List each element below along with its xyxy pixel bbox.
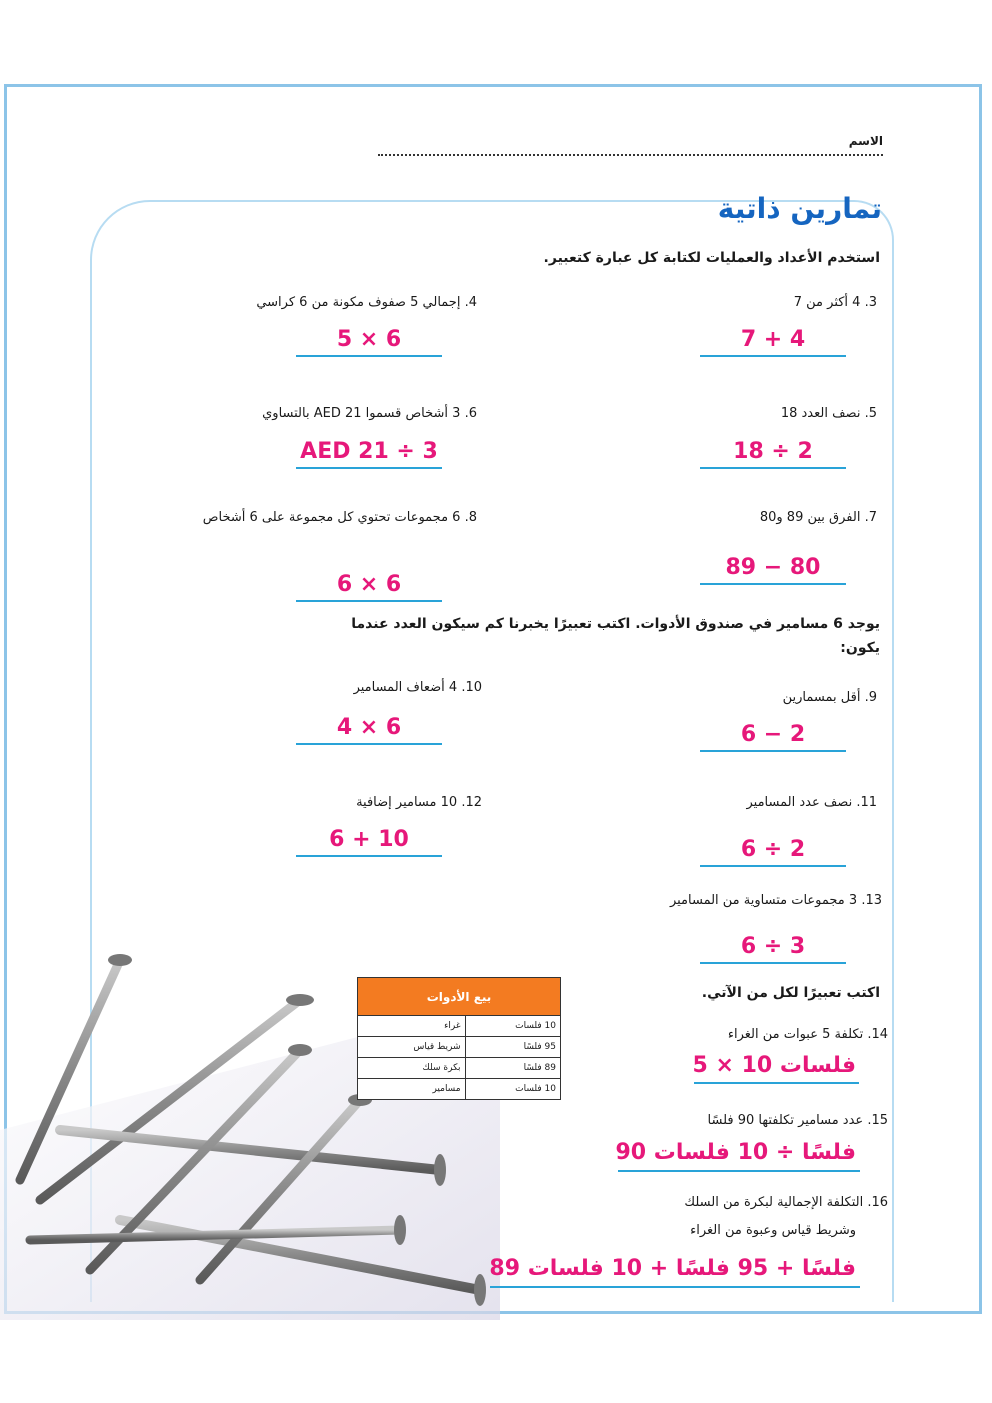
price-cell: 95 فلسًا	[465, 1037, 560, 1058]
problem-5: 5. نصف العدد 18	[780, 406, 877, 421]
tools-table-title: بيع الأدوات	[358, 978, 561, 1016]
instruction-3: اكتب تعبيرًا لكل من الآتي.	[701, 985, 880, 1001]
table-row	[358, 1058, 561, 1079]
problem-16-line-2: وشريط قياس وعبوة من الغراء	[690, 1223, 856, 1238]
table-row	[358, 1079, 561, 1100]
problem-9: 9. أقل بمسمارين	[782, 690, 877, 705]
instruction-1: استخدم الأعداد والعمليات لكتابة كل عبارة كتعبير.	[543, 250, 880, 266]
name-field[interactable]	[378, 154, 883, 156]
item-cell: مسامير	[358, 1079, 466, 1100]
answer-14: 5 × 10 فلسات	[692, 1053, 856, 1078]
problem-11: 11. نصف عدد المسامير	[746, 795, 877, 810]
problem-7: 7. الفرق بين 89 و80	[759, 510, 877, 525]
answer-11: 6 ÷ 2	[700, 835, 846, 867]
problem-8: 8. 6 مجموعات تحتوي كل مجموعة على 6 أشخاص	[202, 510, 477, 525]
answer-16: 89 فلسًا + 95 فلسًا + 10 فلسات	[489, 1256, 856, 1281]
price-cell: 89 فلسًا	[465, 1058, 560, 1079]
name-label: الاسم	[848, 134, 883, 148]
problem-13: 13. 3 مجموعات متساوية من المسامير	[669, 893, 882, 908]
problem-12: 12. 10 مسامير إضافية	[356, 795, 482, 810]
answer-9: 6 − 2	[700, 720, 846, 752]
problem-4: 4. إجمالي 5 صفوف مكونة من 6 كراسي	[256, 295, 477, 310]
problem-16-line-1: 16. التكلفة الإجمالية لبكرة من السلك	[684, 1195, 888, 1210]
answer-14-line	[694, 1082, 859, 1084]
answer-12: 6 + 10	[296, 825, 442, 857]
page-title: تمارين ذاتية	[717, 192, 882, 225]
item-cell: غراء	[358, 1016, 466, 1037]
answer-4: 5 × 6	[296, 325, 442, 357]
answer-6: AED 21 ÷ 3	[296, 437, 442, 469]
problem-6: 6. 3 أشخاص قسموا AED 21 بالتساوي	[262, 406, 477, 421]
price-cell: 10 فلسات	[465, 1079, 560, 1100]
problem-10: 10. 4 أضعاف المسامير	[353, 680, 482, 695]
problem-14: 14. تكلفة 5 عبوات من الغراء	[727, 1027, 888, 1042]
item-cell: شريط قياس	[358, 1037, 466, 1058]
problem-3: 3. 4 أكثر من 7	[793, 295, 877, 310]
answer-10: 4 × 6	[296, 713, 442, 745]
answer-16-line	[490, 1286, 860, 1288]
instruction-2: يوجد 6 مسامير في صندوق الأدوات. اكتب تعبيرًا يخبرنا كم سيكون العدد عندما يكون:	[351, 616, 880, 656]
price-cell: 10 فلسات	[465, 1016, 560, 1037]
problem-15: 15. عدد مسامير تكلفتها 90 فلسًا	[707, 1113, 888, 1128]
answer-15-line	[618, 1170, 860, 1172]
answer-13: 6 ÷ 3	[700, 932, 846, 964]
answer-5: 18 ÷ 2	[700, 437, 846, 469]
table-row	[358, 1037, 561, 1058]
answer-15: 90 فلسًا ÷ 10 فلسات	[615, 1140, 856, 1165]
answer-8: 6 × 6	[296, 570, 442, 602]
tools-price-table	[357, 977, 561, 1100]
table-row	[358, 1016, 561, 1037]
item-cell: بكرة سلك	[358, 1058, 466, 1079]
answer-3: 7 + 4	[700, 325, 846, 357]
answer-7: 89 − 80	[700, 553, 846, 585]
